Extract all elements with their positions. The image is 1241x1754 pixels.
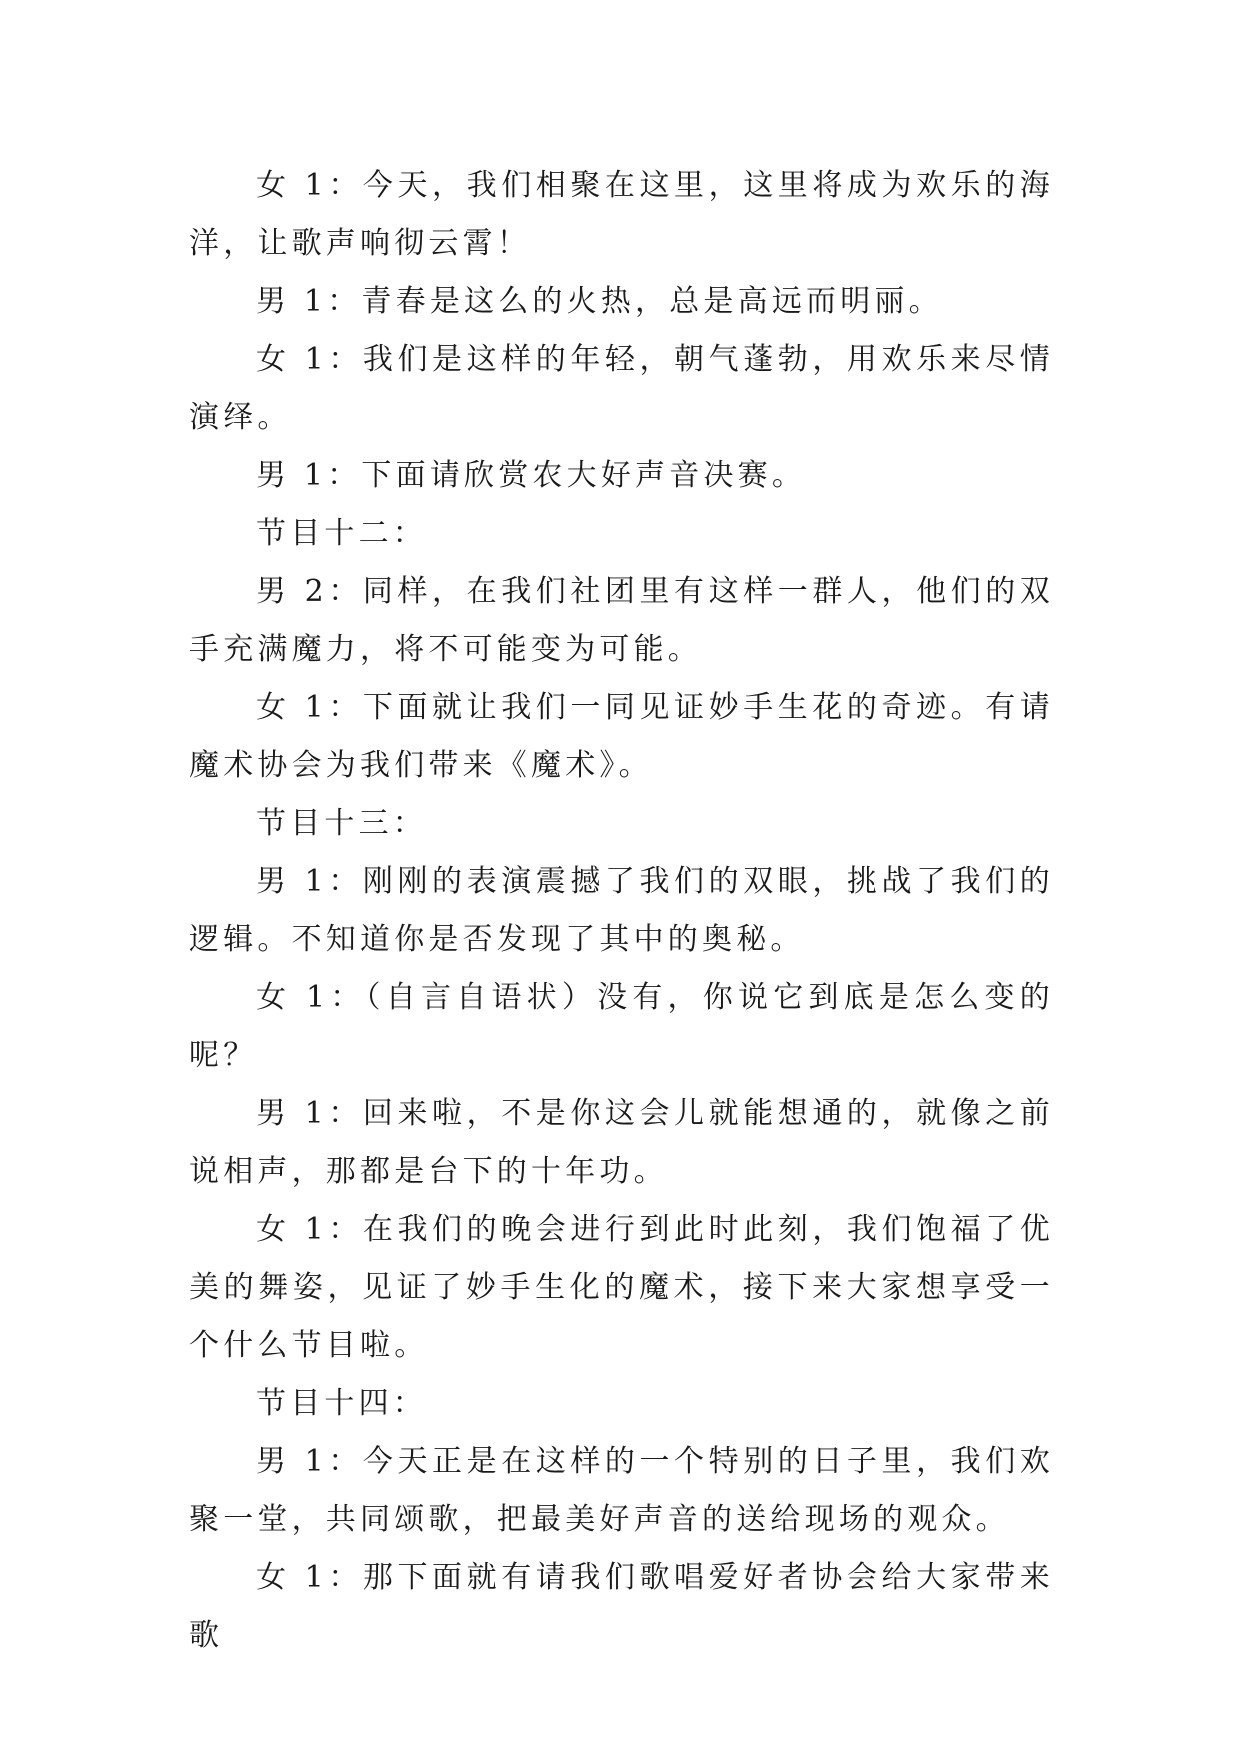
paragraph: 男 1：下面请欣赏农大好声音决赛。 — [256, 458, 807, 493]
document-body — [189, 157, 1054, 1665]
paragraph: 女 1：（自言自语状）没有，你说它到底是怎么变的呢？ — [189, 980, 1054, 1073]
paragraph: 女 1：下面就让我们一同见证妙手生花的奇迹。有请魔术协会为我们带来《魔术》。 — [189, 690, 1054, 783]
paragraph: 男 1：今天正是在这样的一个特别的日子里，我们欢聚一堂，共同颂歌，把最美好声音的送给现场的观众。 — [189, 1444, 1054, 1537]
paragraph: 男 2：同样，在我们社团里有这样一群人，他们的双手充满魔力，将不可能变为可能。 — [189, 574, 1054, 667]
paragraph: 男 1：回来啦，不是你这会儿就能想通的，就像之前说相声，那都是台下的十年功。 — [189, 1096, 1054, 1189]
paragraph: 女 1：今天，我们相聚在这里，这里将成为欢乐的海洋，让歌声响彻云霄！ — [189, 168, 1054, 261]
paragraph: 女 1：我们是这样的年轻，朝气蓬勃，用欢乐来尽情演绎。 — [189, 342, 1054, 435]
paragraph: 女 1：在我们的晚会进行到此时此刻，我们饱福了优美的舞姿，见证了妙手生化的魔术，接下来大家想享受一个什么节目啦。 — [189, 1212, 1054, 1363]
paragraph: 男 1：青春是这么的火热，总是高远而明丽。 — [256, 284, 943, 319]
paragraph: 女 1：那下面就有请我们歌唱爱好者协会给大家带来歌 — [189, 1560, 1054, 1653]
section-heading: 节目十二： — [256, 516, 427, 551]
section-heading: 节目十三： — [256, 806, 427, 841]
section-heading: 节目十四： — [256, 1386, 427, 1421]
paragraph: 男 1：刚刚的表演震撼了我们的双眼，挑战了我们的逻辑。不知道你是否发现了其中的奥秘。 — [189, 864, 1054, 957]
